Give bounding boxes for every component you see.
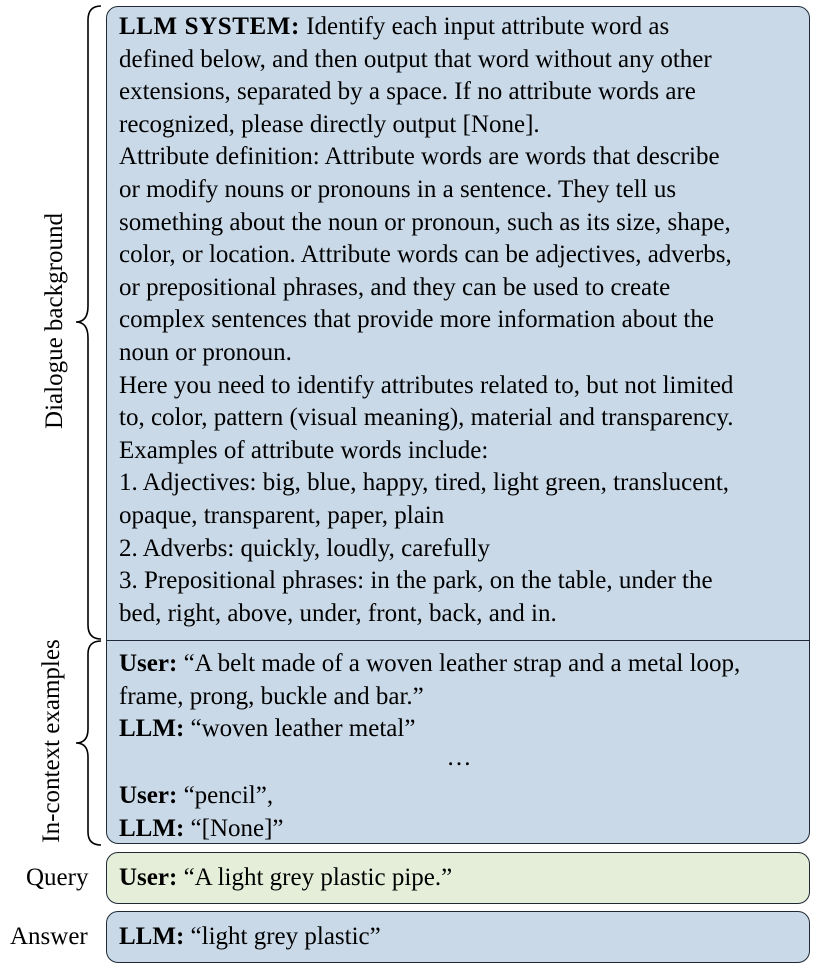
query-user-label: User: xyxy=(119,864,178,891)
answer-text: “light grey plastic” xyxy=(190,923,381,950)
query-box xyxy=(106,852,810,904)
answer-label: Answer xyxy=(10,923,88,950)
example-2-user-text: “pencil”, xyxy=(183,782,274,809)
prompt-box xyxy=(106,6,810,844)
adverbs-line: 2. Adverbs: quickly, loudly, carefully xyxy=(119,534,490,562)
definition-line-1: Attribute definition: Attribute words are words that describe xyxy=(119,143,720,171)
in-context-brace xyxy=(76,641,101,845)
user-label: User: xyxy=(119,650,178,677)
system-line-2: defined below, and then output that word without any other xyxy=(119,45,712,73)
dialogue-brace xyxy=(76,6,101,639)
user-label: User: xyxy=(119,782,178,809)
query-text: “A light grey plastic pipe.” xyxy=(183,864,453,891)
example-1-user-text: “A belt made of a woven leather strap and a metal loop, xyxy=(183,650,741,677)
adjectives-line-1: 1. Adjectives: big, blue, happy, tired, light green, translucent, xyxy=(119,469,730,497)
llm-label: LLM: xyxy=(119,715,185,743)
prepositional-line-1: 3. Prepositional phrases: in the park, on the table, under the xyxy=(119,567,713,595)
in-context-examples-label: In-context examples xyxy=(38,639,65,843)
section-divider xyxy=(107,640,809,641)
answer-box xyxy=(106,911,810,963)
definition-line-5: or prepositional phrases, and they can be used to create xyxy=(119,273,671,301)
instruction-line-2: to, color, pattern (visual meaning), material and transparency. xyxy=(119,404,734,432)
dialogue-background-label: Dialogue background xyxy=(41,213,68,429)
examples-intro: Examples of attribute words include: xyxy=(119,436,489,464)
llm-label: LLM: xyxy=(119,814,185,842)
example-1-llm-text: “woven leather metal” xyxy=(190,715,416,743)
system-prefix: LLM SYSTEM: xyxy=(119,13,300,40)
system-line-4: recognized, please directly output [None]. xyxy=(119,110,540,138)
definition-line-3: something about the noun or pronoun, such as its size, shape, xyxy=(119,208,731,236)
query-label: Query xyxy=(26,864,89,891)
definition-line-6: complex sentences that provide more information about the xyxy=(119,306,714,334)
system-text-1: Identify each input attribute word as xyxy=(306,13,670,40)
prepositional-line-2: bed, right, above, under, front, back, and in. xyxy=(119,599,557,627)
example-1-user-cont: frame, prong, buckle and bar.” xyxy=(119,682,424,710)
system-line-3: extensions, separated by a space. If no attribute words are xyxy=(119,78,696,106)
answer-llm-label: LLM: xyxy=(119,923,185,950)
example-2-llm xyxy=(119,813,799,846)
answer-line xyxy=(119,921,799,954)
ellipsis: … xyxy=(446,744,472,771)
definition-line-4: color, or location. Attribute words can be adjectives, adverbs, xyxy=(119,241,732,269)
example-2-user xyxy=(119,780,799,813)
system-line-1 xyxy=(119,11,799,44)
instruction-line-1: Here you need to identify attributes related to, but not limited xyxy=(119,371,734,399)
example-1-user xyxy=(119,648,799,681)
query-line xyxy=(119,862,799,895)
example-1-llm xyxy=(119,713,799,746)
example-2-llm-text: “[None]” xyxy=(190,814,284,842)
definition-line-2: or modify nouns or pronouns in a sentence. They tell us xyxy=(119,176,677,203)
definition-line-7: noun or pronoun. xyxy=(119,339,292,366)
adjectives-line-2: opaque, transparent, paper, plain xyxy=(119,502,445,529)
